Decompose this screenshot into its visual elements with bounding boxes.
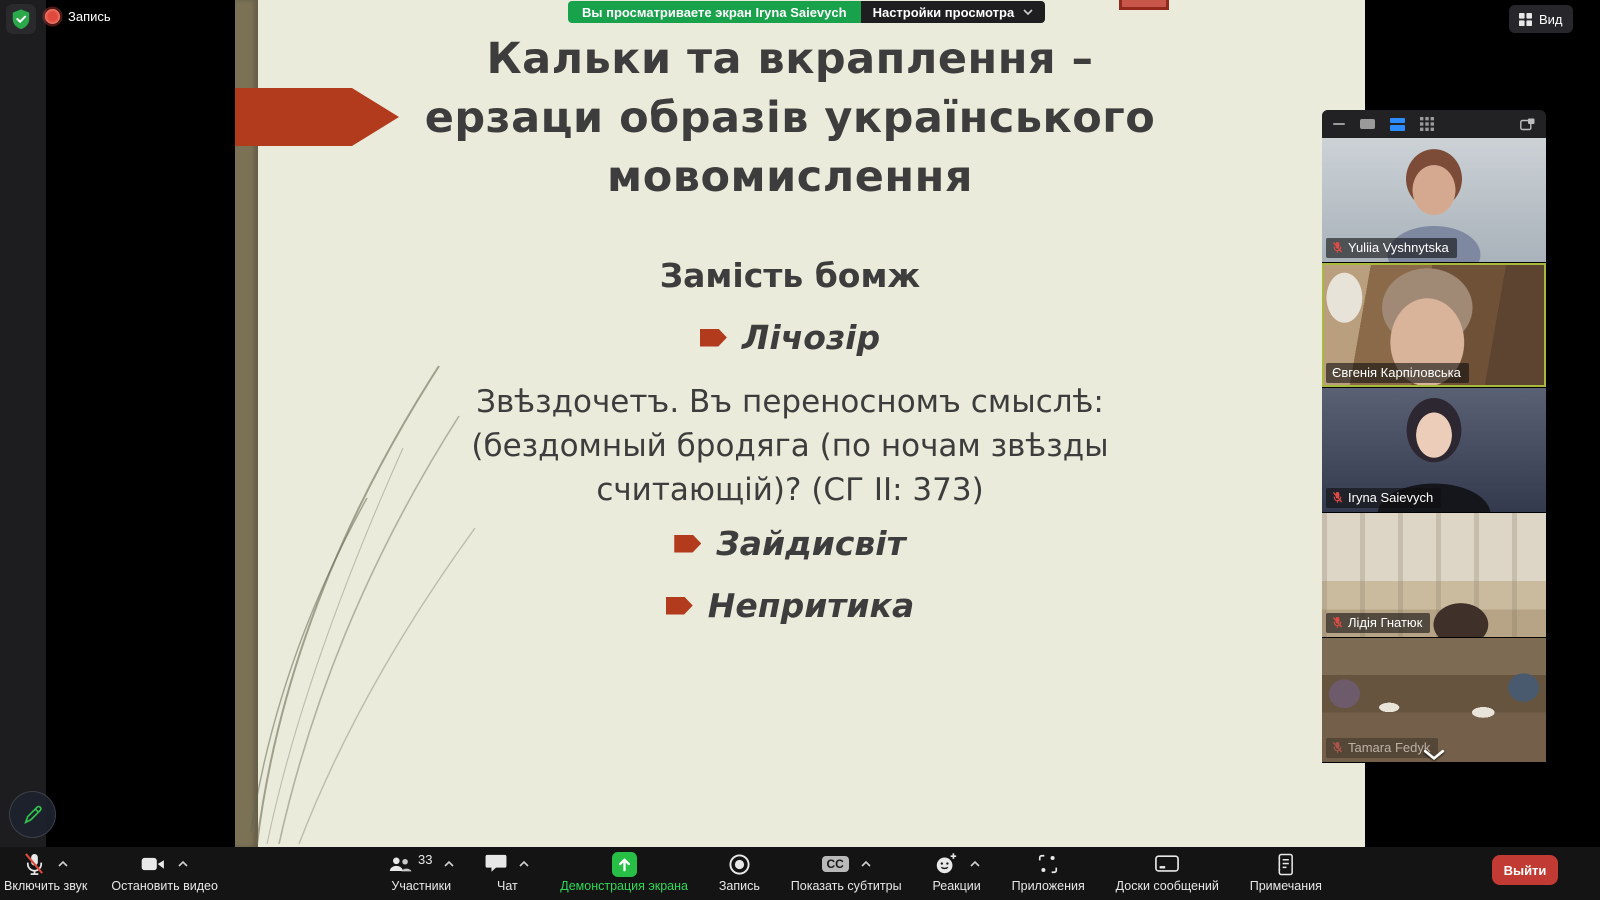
quote-line-2: (бездомный бродяга (по ночам звѣзды	[471, 428, 1109, 464]
bullet-text: Лічозір	[741, 318, 881, 357]
stop-video-label: Остановить видео	[111, 879, 218, 893]
slide-title-line-1: Кальки та вкраплення –	[486, 34, 1094, 84]
participant-name: Iryna Saievych	[1348, 490, 1434, 505]
recording-indicator	[45, 9, 111, 24]
share-screen-icon	[612, 852, 637, 877]
slide-lead-text: Замість бомж	[659, 256, 921, 295]
unmute-button[interactable]	[4, 850, 87, 893]
security-shield-button[interactable]	[6, 4, 36, 34]
whiteboards-label: Доски сообщений	[1115, 879, 1219, 893]
participant-name: Yuliia Vyshnytska	[1348, 240, 1449, 255]
apps-icon	[1037, 853, 1059, 875]
minimize-panel-icon[interactable]	[1333, 123, 1345, 126]
annotate-button[interactable]	[9, 791, 56, 838]
participant-name: Лідія Гнатюк	[1348, 615, 1423, 630]
collapse-panel-chevron-icon[interactable]	[1423, 749, 1445, 760]
muted-mic-icon	[1332, 616, 1343, 629]
apps-label: Приложения	[1011, 879, 1085, 893]
bullet-arrow-icon	[674, 535, 701, 553]
participants-label: Участники	[391, 879, 452, 893]
participant-name: Євгенія Карпіловська	[1332, 365, 1461, 380]
chevron-down-icon	[1023, 9, 1033, 15]
chevron-up-icon[interactable]	[861, 861, 871, 867]
chevron-up-icon[interactable]	[444, 861, 454, 867]
screen-share-banner	[568, 1, 1045, 23]
participant-nametag	[1326, 363, 1469, 383]
view-options-label: Настройки просмотра	[872, 4, 1015, 20]
clipped-red-shape	[1119, 0, 1169, 10]
video-tile[interactable]	[1322, 388, 1546, 513]
slide-title-line-2: ерзаци образів українського	[424, 93, 1156, 143]
grid-view-icon	[1519, 13, 1532, 26]
quote-line-3: считающій)? (СГ II: 373)	[596, 472, 984, 508]
mic-muted-icon	[23, 852, 46, 877]
reactions-button[interactable]	[932, 850, 980, 893]
unmute-label: Включить звук	[4, 879, 88, 893]
participants-icon	[388, 855, 412, 874]
stop-video-button[interactable]	[111, 850, 218, 893]
muted-mic-icon	[1332, 241, 1343, 254]
shared-screen-slide	[235, 0, 1365, 847]
slide-title	[290, 30, 1290, 207]
pencil-icon	[22, 804, 44, 826]
muted-mic-icon	[1332, 741, 1343, 754]
chat-button[interactable]	[485, 850, 529, 893]
meeting-toolbar	[0, 847, 1600, 900]
participants-count-badge: 33	[418, 851, 433, 867]
record-icon	[728, 853, 751, 876]
view-button[interactable]	[1509, 5, 1573, 33]
participant-nametag	[1326, 488, 1441, 508]
captions-button[interactable]	[791, 850, 902, 893]
video-panel-header	[1322, 110, 1546, 138]
share-screen-label: Демонстрация экрана	[560, 879, 688, 893]
participant-nametag	[1326, 738, 1438, 758]
shield-check-icon	[10, 8, 32, 30]
quote-line-1: Звѣздочетъ. Въ переносномъ смыслѣ:	[476, 384, 1104, 420]
slide-title-line-3: мовомислення	[607, 152, 973, 202]
gallery-view-icon[interactable]	[1420, 117, 1434, 131]
notes-button[interactable]	[1250, 850, 1322, 893]
notes-icon	[1276, 853, 1295, 876]
leave-meeting-button[interactable]: Выйти	[1492, 855, 1558, 885]
reactions-smiley-icon	[934, 852, 958, 876]
recording-label: Запись	[68, 9, 111, 24]
slide-bullet-row-1	[290, 318, 1290, 357]
slide-quote	[290, 380, 1290, 512]
speaker-view-icon[interactable]	[1360, 119, 1375, 129]
bullet-text: Непритика	[707, 586, 915, 625]
participant-nametag	[1326, 613, 1430, 633]
chat-icon	[485, 854, 507, 874]
participants-video-panel	[1322, 110, 1546, 763]
view-options-button[interactable]	[861, 1, 1046, 23]
left-panel-strip	[0, 0, 46, 900]
chevron-up-icon[interactable]	[519, 861, 529, 867]
chevron-up-icon[interactable]	[58, 861, 68, 867]
whiteboards-button[interactable]	[1116, 850, 1219, 893]
video-tile[interactable]	[1322, 138, 1546, 263]
record-button[interactable]	[719, 850, 760, 893]
viewing-status-label: Вы просматриваете экран Iryna Saievych	[568, 1, 861, 23]
muted-mic-icon	[1332, 491, 1343, 504]
participant-nametag	[1326, 238, 1457, 258]
video-tile[interactable]	[1322, 638, 1546, 763]
record-label: Запись	[718, 879, 760, 893]
chevron-up-icon[interactable]	[178, 861, 188, 867]
bullet-arrow-icon	[666, 597, 693, 615]
whiteboard-icon	[1155, 855, 1179, 874]
notes-label: Примечания	[1249, 879, 1322, 893]
reactions-label: Реакции	[932, 879, 981, 893]
video-tile[interactable]	[1322, 513, 1546, 638]
chat-label: Чат	[496, 879, 518, 893]
video-tile-active-speaker[interactable]	[1322, 263, 1546, 388]
participant-name: Tamara Fedyk	[1348, 740, 1431, 755]
slide-bullet-row-2	[290, 524, 1290, 563]
recording-dot-icon	[45, 9, 60, 24]
bullet-text: Зайдисвіт	[716, 524, 906, 563]
cc-icon: CC	[822, 856, 849, 872]
camera-icon	[141, 856, 166, 873]
chevron-up-icon[interactable]	[970, 861, 980, 867]
slide-bullet-row-3	[290, 586, 1290, 625]
share-screen-button[interactable]	[560, 850, 688, 893]
strip-view-icon[interactable]	[1390, 118, 1405, 131]
view-button-label: Вид	[1539, 11, 1563, 27]
captions-label: Показать субтитры	[790, 879, 902, 893]
bullet-arrow-icon	[700, 329, 727, 347]
apps-button[interactable]	[1012, 850, 1085, 893]
popout-panel-icon[interactable]	[1520, 118, 1535, 131]
participants-button[interactable]	[388, 850, 454, 893]
